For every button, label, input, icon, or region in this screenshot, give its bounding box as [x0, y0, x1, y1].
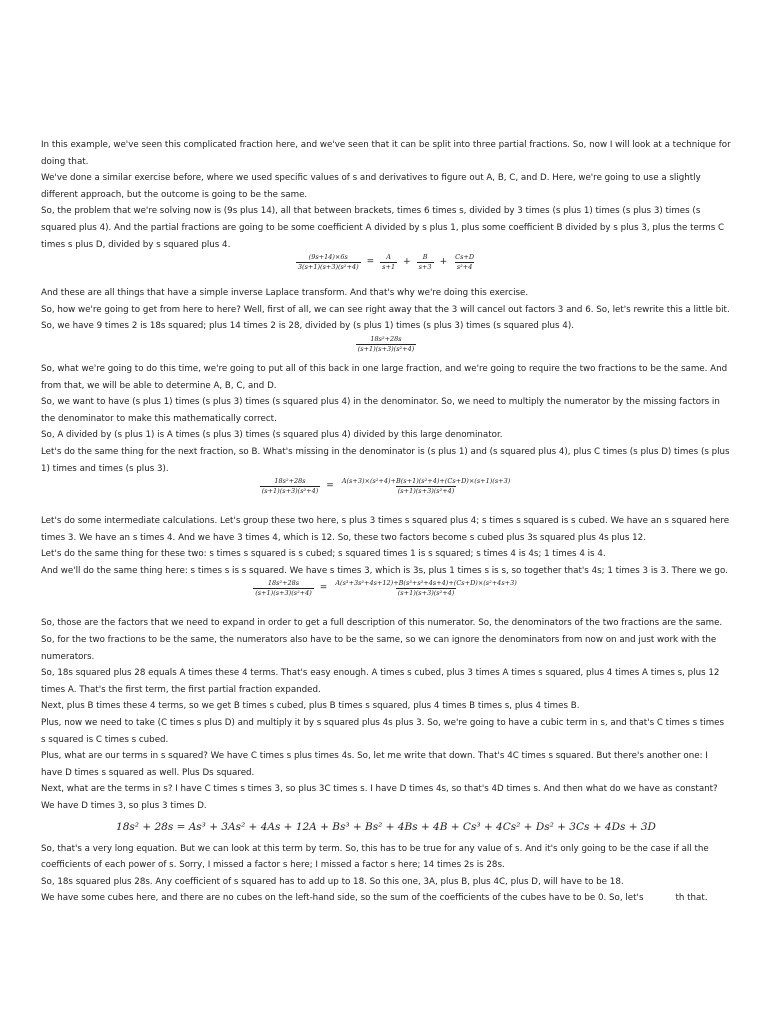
numerator: 18s²+28s: [267, 579, 300, 588]
paragraph: So, A divided by (s plus 1) is A times (s plus 3) times (s squared plus 4) divided by this large denominator.: [41, 430, 503, 441]
paragraph: So, that's a very long equation. But we can look at this term by term. So, this has to be true for any value of s. And it's only going to be the case if all the coefficients of each power of s. Sorry, I missed a factor s here; I missed a factor s here; 14 times 2s is 28s.: [41, 843, 709, 871]
fraction: [356, 335, 417, 354]
paragraph: Next, what are the terms in s? I have C times s times 3, so plus 3C times s. I have D times 4s, so that's 4D times s. And then what do we have as constant? We have D times 3, so plus 3 times D.: [41, 784, 718, 811]
paragraph: So, 18s squared plus 28s. Any coefficient of s squared has to add up to 18. So this one, 3A, plus B, plus 4C, plus D, will have to be 18.: [41, 876, 624, 887]
equals-sign: =: [319, 583, 328, 594]
fraction: [260, 477, 321, 496]
paragraph: So, 18s squared plus 28 equals A times these 4 terms. That's easy enough. A times s cubed, plus 3 times A times s squared, plus 4 times A times s, plus 12 times A. That's the first term, the first partial fraction expanded.: [41, 668, 720, 695]
paragraph: [41, 890, 731, 907]
paragraph: So, how we're going to get from here to here? Well, first of all, we can see right away that the 3 will cancel out factors 3 and 6. So, let's rewrite this a little bit.: [41, 304, 730, 315]
numerator: B: [422, 253, 428, 262]
equals-sign: =: [366, 257, 375, 268]
paragraph: So, those are the factors that we need to expand in order to get a full description of this numerator. So, the denominators of the two fractions are the same. So, for the two fractions to be the same, the numerators also have to be the same, so we can ignore the denominators from now on and just work with the numerators.: [41, 618, 723, 662]
fraction: [453, 253, 476, 272]
fraction: [296, 253, 361, 272]
numerator: 18s²+28s: [274, 477, 306, 486]
numerator: Cs+D: [455, 253, 475, 262]
paragraph: Let's do the same thing for the next fraction, so B. What's missing in the denominator is (s plus 1) and (s squared plus 4), plus C times (s plus D) times (s plus 1) times and times (s plus 3).: [41, 446, 730, 474]
numerator: A(s³+3s²+4s+12)+B(s³+s²+4s+4)+(Cs+D)×(s²+4s+3): [335, 579, 517, 588]
denominator: 3(s+1)(s+3)(s²+4): [297, 263, 359, 272]
equals-sign: =: [326, 481, 334, 492]
paragraph: Plus, now we need to take (C times s plus D) and multiply it by s squared plus 4s plus 3. So, we're going to have a cubic term in s, and that's C times s times s squared is C times s cubed.: [41, 718, 725, 745]
numerator: (9s+14)×6s: [308, 253, 348, 262]
denominator: (s+1)(s+3)(s²+4): [357, 344, 415, 353]
paragraph: Plus, what are our terms in s squared? We have C times s plus times 4s. So, let me write that down. That's 4C times s squared. But there's another one: I have D times s squared as well. Plus Ds squared.: [41, 751, 708, 778]
paragraph: So, the problem that we're solving now is (9s plus 14), all that between brackets, times 6 times s, divided by 3 times (s plus 1) times (s plus 3) times (s squared plus 4). And the partial fractions are going to be some coefficient A divided by s plus 1, plus some coefficient B divided by s plus 3, plus the terms C times s plus D, divided by s squared plus 4.: [41, 206, 725, 250]
paragraph: So, we want to have (s plus 1) times (s plus 3) times (s squared plus 4) in the denominator. So, we need to multiply the numerator by the missing factors in the denominator to make this mathematically correct.: [41, 397, 720, 424]
numerator: 18s²+28s: [370, 334, 402, 343]
numerator: A(s+3)×(s²+4)+B(s+1)(s²+4)+(Cs+D)×(s+1)(s+3): [341, 477, 511, 486]
denominator: s+1: [382, 263, 396, 272]
denominator: s+3: [418, 263, 432, 272]
denominator: s²+4: [456, 263, 473, 272]
paragraph: So, what we're going to do this time, we're going to put all of this back in one large fraction, and we're going to require the two fractions to be the same. And from that, we will be able to determine A, B, C, and D.: [41, 363, 728, 391]
paragraph-text: We have some cubes here, and there are no cubes on the left-hand side, so the sum of the coefficients of the cubes have to be 0. So, let's: [41, 893, 644, 904]
fraction: [380, 253, 397, 272]
equation-simplified-fraction: [41, 335, 731, 361]
paragraph: Next, plus B times these 4 terms, so we get B times s cubed, plus B times s squared, plus 4 times B times s, plus 4 times B.: [41, 701, 580, 712]
numerator: A: [386, 253, 391, 262]
paragraph: And these are all things that have a simple inverse Laplace transform. And that's why we're doing this exercise.: [41, 288, 529, 299]
equation-partial-fractions: [41, 253, 731, 285]
equation-full-expansion: 18s² + 28s = As³ + 3As² + 4As + 12A + Bs³ + Bs² + 4Bs + 4B + Cs³ + 4Cs² + Ds² + 3Cs + 4Ds + 3D: [116, 820, 656, 833]
denominator: (s+1)(s+3)(s²+4): [397, 589, 455, 598]
paragraph: Let's do some intermediate calculations. Let's group these two here, s plus 3 times s squared plus 4; s times s squared is s cubed. We have an s squared here times 3. We have an s times 4. And we have 3 times 4, which is 12. So, these two factors become s cubed plus 3s squared plus 4s plus 12.: [41, 516, 730, 543]
transcript-body: [41, 137, 731, 907]
fraction: [417, 253, 434, 272]
denominator: (s+1)(s+3)(s²+4): [255, 589, 312, 598]
paragraph: In this example, we've seen this complicated fraction here, and we've seen that it can be split into three partial fractions. So, now I will look at a technique for doing that.: [41, 140, 731, 167]
paragraph: Let's do the same thing for these two: s times s squared is s cubed; s squared times 1 is s squared; s times 4 is 4s; 1 times 4 is 4.: [41, 549, 606, 560]
paragraph: We've done a similar exercise before, where we used specific values of s and derivatives to figure out A, B, C, and D. Here, we're going to use a slightly different approach, but the outcome is going to be the same.: [41, 173, 701, 200]
fraction: [253, 579, 314, 598]
paragraph-text: th that.: [675, 893, 708, 904]
equation-combined-fraction: [41, 477, 731, 513]
fraction: [333, 579, 518, 598]
denominator: (s+1)(s+3)(s²+4): [397, 487, 455, 496]
plus-sign: +: [403, 257, 411, 268]
equation-expanded-fraction: [41, 579, 731, 615]
plus-sign: +: [439, 257, 448, 268]
denominator: (s+1)(s+3)(s²+4): [261, 487, 319, 496]
fraction: [340, 477, 512, 496]
paragraph: So, we have 9 times 2 is 18s squared; plus 14 times 2 is 28, divided by (s plus 1) times (s plus 3) times (s squared plus 4).: [41, 321, 574, 332]
paragraph: And we'll do the same thing here: s times s is s squared. We have s times 3, which is 3s, plus 1 times s is s, so together that's 4s; 1 times 3 is 3. There we go.: [41, 565, 728, 576]
